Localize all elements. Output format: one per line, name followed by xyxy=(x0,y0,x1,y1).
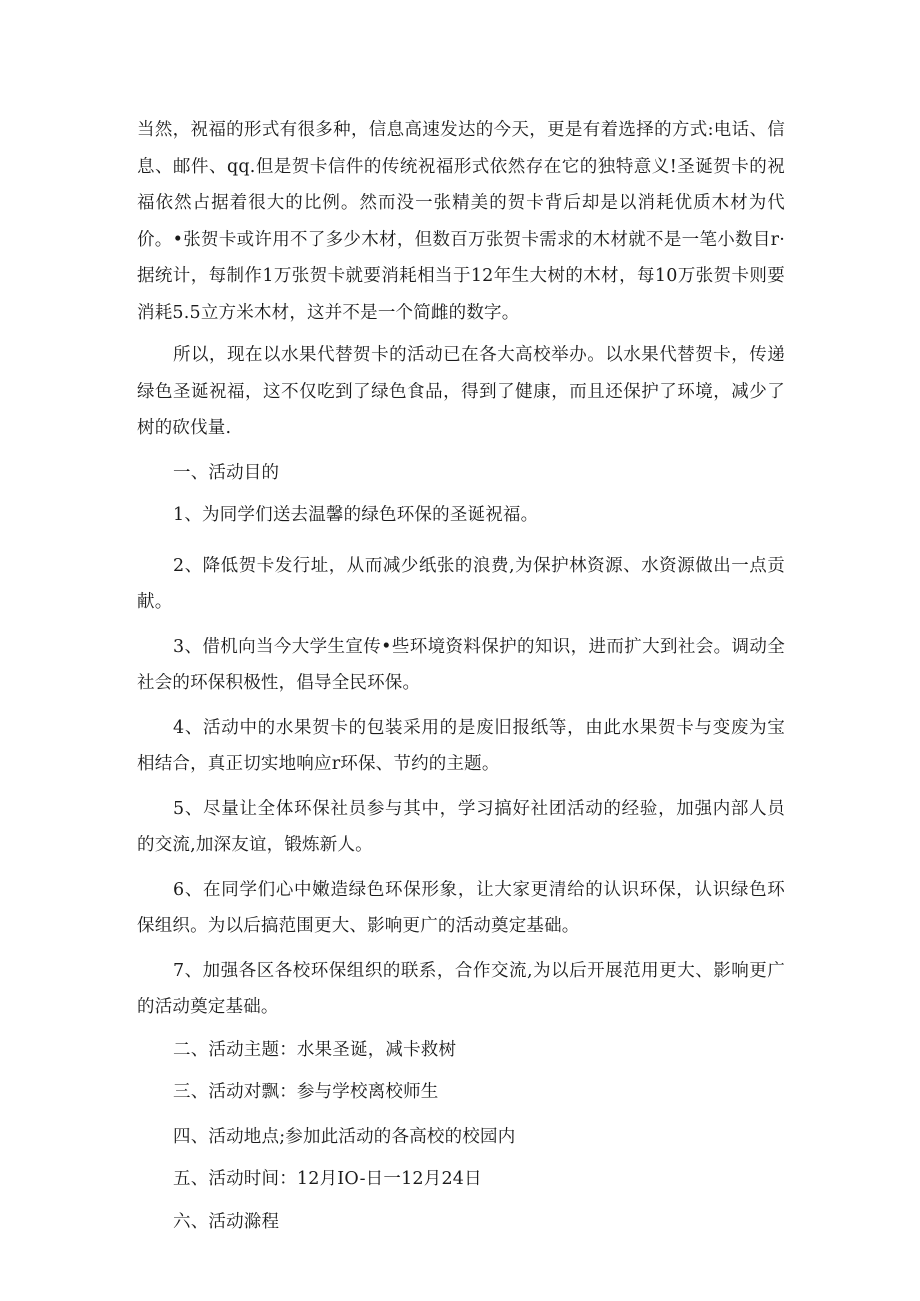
paragraph-greeting-forms: 当然，祝福的形式有很多种，信息高速发达的今天，更是有着选择的方式:电话、信息、邮件、qq.但是贺卡信件的传统祝福形式依然存在它的独特意义!圣诞贺卡的祝福依然占据着很大的比例。然而没一张精美的贺卡背后却是以消耗优质木材为代价。•张贺卡或许用不了多少木材，但数百万张贺卡需求的木材就不是一笔小数目r·据统计，每制作1万张贺卡就要消耗相当于12年生大树的木材，每10万张贺卡则要消耗5.5立方米木材，这并不是一个简雌的数字。 xyxy=(137,120,785,323)
heading-activity-theme: 二、活动主题：水果圣诞，减卡救树 xyxy=(173,1039,457,1060)
heading-activity-location: 四、活动地点;参加此活动的各高校的校园内 xyxy=(173,1126,516,1147)
list-item-purpose-6: 6、在同学们心中嫩造绿色环保形象，让大家更清给的认识环保，认识绿色环保组织。为以后搞范围更大、影响更广的活动奠定基础。 xyxy=(137,879,785,936)
list-item-purpose-3: 3、借机向当今大学生宣传•些环境资料保护的知识，进而扩大到社会。调动全社会的环保积极性，倡导全民环保。 xyxy=(137,636,785,693)
heading-activity-process: 六、活动滁程 xyxy=(173,1211,280,1232)
heading-activity-target: 三、活动对飘：参与学校离校师生 xyxy=(173,1082,439,1102)
list-item-purpose-4: 4、活动中的水果贺卡的包装采用的是废旧报纸等，由此水果贺卡与变废为宝相结合，真正切实地响应r环保、节约的主题。 xyxy=(137,717,785,774)
list-item-purpose-1: 1、为同学们送去温馨的绿色环保的圣诞祝福。 xyxy=(173,505,539,525)
heading-activity-purpose: 一、活动目的 xyxy=(173,462,280,483)
heading-activity-time: 五、活动时间：12月IO-日一12月24日 xyxy=(173,1169,482,1189)
paragraph-fruit-cards: 所以，现在以水果代替贺卡的活动已在各大高校举办。以水果代替贺卡，传递绿色圣诞祝福，这不仅吃到了绿色食品，得到了健康，而且还保护了环境，减少了树的砍伐量. xyxy=(137,345,785,438)
list-item-purpose-5: 5、尽量让全体环保社员参与其中，学习搞好社团活动的经验，加强内部人员的交流,加深友谊，锻炼新人。 xyxy=(137,798,785,855)
document-body xyxy=(137,112,785,1240)
list-item-purpose-7: 7、加强各区各校环保组织的联系，合作交流,为以后开展范用更大、影响更广的活动奠定基础。 xyxy=(137,960,785,1017)
list-item-purpose-2: 2、降低贺卡发行址，从而减少纸张的浪费,为保护林资源、水资源做出一点贡献。 xyxy=(137,555,785,612)
